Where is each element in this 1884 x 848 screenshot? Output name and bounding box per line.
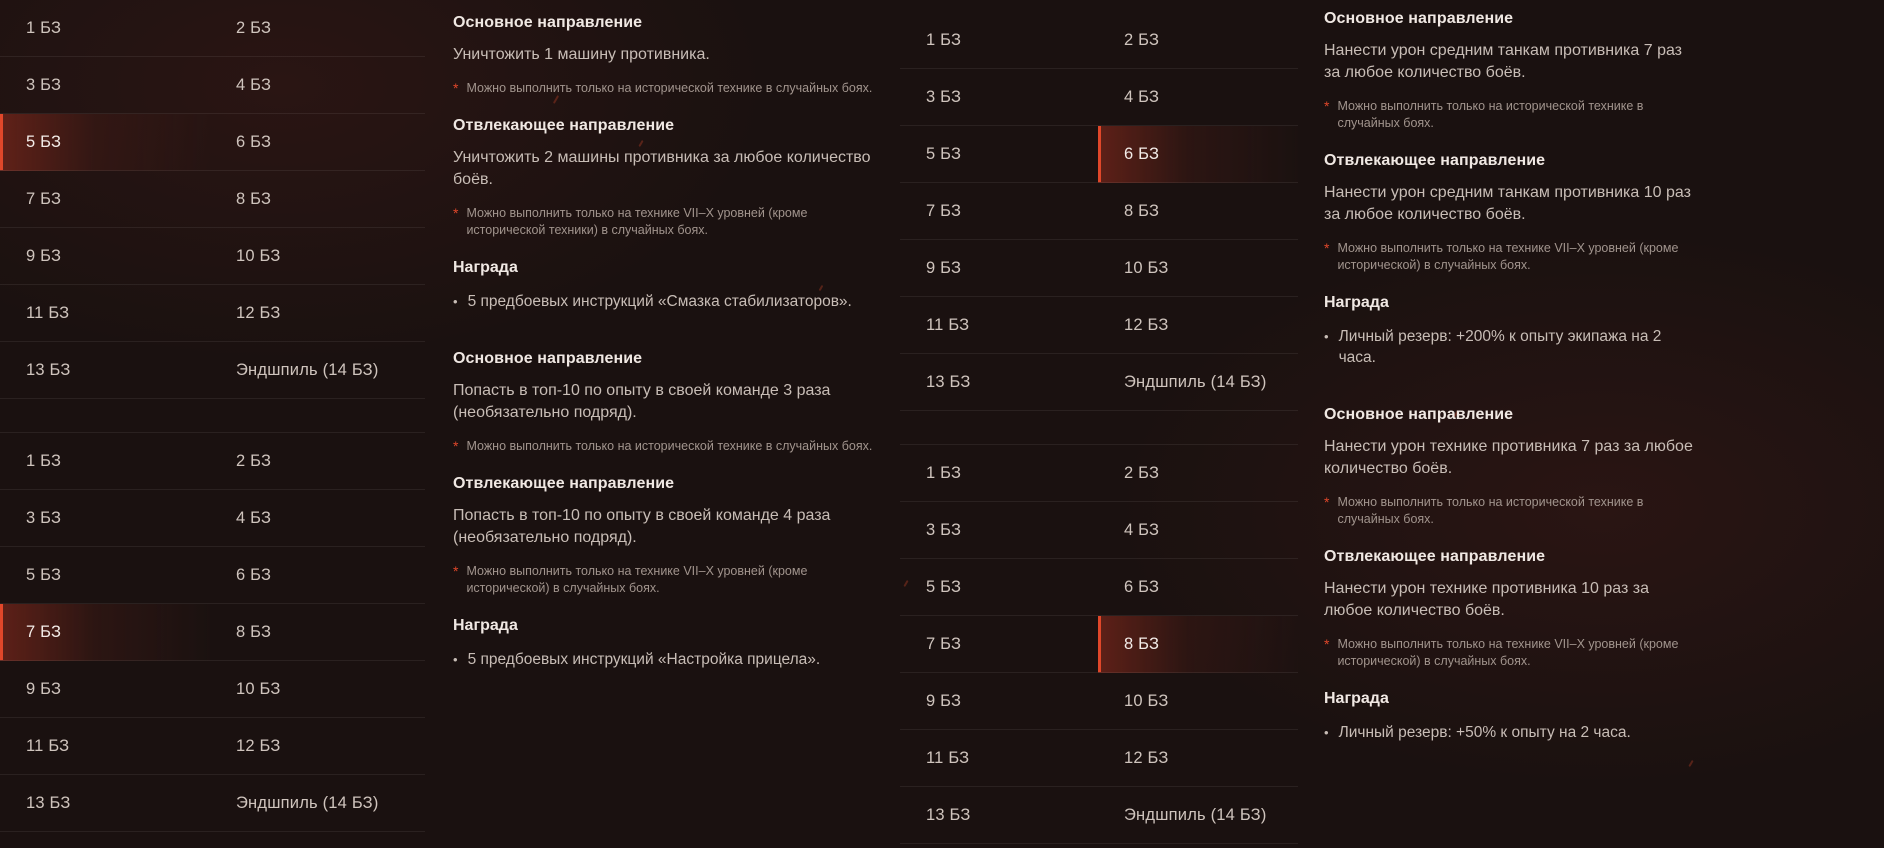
asterisk-icon: * [1324, 240, 1330, 256]
bz-item[interactable] [210, 57, 425, 114]
bz-label: 12 БЗ [1124, 315, 1169, 334]
mission-block-bottom [1324, 394, 1700, 743]
asterisk-icon: * [453, 205, 459, 221]
bz-label: 4 БЗ [1124, 87, 1160, 106]
reward-item [1324, 326, 1700, 368]
bz-label: 9 БЗ [926, 258, 962, 277]
bz-item[interactable] [900, 673, 1098, 730]
main-direction-note [1324, 494, 1700, 528]
bz-label: 11 БЗ [26, 303, 70, 322]
bz-item[interactable] [900, 12, 1098, 69]
bz-item[interactable] [1098, 69, 1298, 126]
distract-direction-text: Нанести урон технике противника 10 раз за любое количество боёв. [1324, 580, 1650, 619]
bz-item[interactable] [900, 126, 1098, 183]
main-direction-note [1324, 98, 1700, 132]
bz-label: 2 БЗ [236, 451, 272, 470]
bz-item[interactable] [210, 604, 425, 661]
bz-item[interactable] [0, 661, 210, 718]
left-mission-description [425, 0, 900, 848]
bz-label: 5 БЗ [926, 577, 962, 596]
bz-group-separator [0, 832, 210, 848]
bz-item-active[interactable] [0, 604, 210, 661]
bz-label: 10 БЗ [236, 679, 281, 698]
bz-item[interactable] [900, 354, 1098, 411]
bz-label: 8 БЗ [1124, 201, 1160, 220]
left-bz-list-a-top [0, 0, 210, 848]
bz-group-separator [900, 411, 1098, 445]
bz-label: 2 БЗ [236, 18, 272, 37]
bz-label: 10 БЗ [236, 246, 281, 265]
bz-item[interactable] [1098, 240, 1298, 297]
bz-item[interactable] [900, 616, 1098, 673]
bz-item[interactable] [0, 547, 210, 604]
mission-block-bottom [453, 338, 882, 670]
bz-item[interactable] [0, 0, 210, 57]
bz-label: 3 БЗ [926, 87, 962, 106]
distract-direction-text: Нанести урон средним танкам противника 10 раз за любое количество боёв. [1324, 184, 1691, 223]
right-bz-column-b [1098, 0, 1298, 848]
main-direction-text: Нанести урон технике противника 7 раз за любое количество боёв. [1324, 438, 1693, 477]
note-text: Можно выполнить только на исторической технике в случайных боях. [466, 439, 873, 453]
bz-label: 13 БЗ [926, 805, 971, 824]
bz-label: 3 БЗ [926, 520, 962, 539]
bullet-icon: • [1324, 725, 1329, 740]
bz-item[interactable] [210, 433, 425, 490]
note-text: Можно выполнить только на исторической технике в случайных боях. [466, 81, 873, 95]
bz-label: Эндшпиль (14 БЗ) [236, 793, 379, 812]
bz-label: 13 БЗ [926, 372, 971, 391]
bz-label: 7 БЗ [926, 634, 962, 653]
bz-item[interactable] [0, 57, 210, 114]
bz-item-active[interactable] [1098, 616, 1298, 673]
bz-label: 12 БЗ [1124, 748, 1169, 767]
main-direction-text: Нанести урон средним танкам противника 7 раз за любое количество боёв. [1324, 42, 1683, 81]
bz-item[interactable] [210, 490, 425, 547]
reward-text: Личный резерв: +200% к опыту экипажа на 2 часа. [1338, 328, 1662, 366]
bz-label: 11 БЗ [26, 736, 70, 755]
bz-label: Эндшпиль (14 БЗ) [1124, 372, 1267, 391]
bz-item[interactable] [900, 240, 1098, 297]
bz-item[interactable] [1098, 673, 1298, 730]
bz-label: 7 БЗ [26, 622, 62, 641]
bz-label: 2 БЗ [1124, 30, 1160, 49]
bz-label: Эндшпиль (14 БЗ) [1124, 805, 1267, 824]
bz-item-endgame[interactable] [1098, 354, 1298, 411]
bullet-icon: • [453, 294, 458, 309]
bz-item[interactable] [1098, 502, 1298, 559]
right-bz-list-a [900, 0, 1098, 848]
reward-item [453, 649, 882, 670]
reward-text: Личный резерв: +50% к опыту на 2 часа. [1338, 724, 1631, 741]
main-direction-text: Попасть в топ-10 по опыту в своей команде 3 раза (необязательно подряд). [453, 382, 831, 421]
asterisk-icon: * [453, 80, 459, 96]
bz-label: 8 БЗ [236, 189, 272, 208]
main-direction-title: Основное направление [1324, 406, 1514, 423]
bz-item[interactable] [1098, 730, 1298, 787]
distract-direction-note [453, 563, 882, 597]
bz-label: 2 БЗ [1124, 463, 1160, 482]
left-bz-column-a [0, 0, 210, 848]
note-text: Можно выполнить только на технике VII–X уровней (кроме исторической) в случайных боях. [1337, 637, 1679, 668]
bz-label: 9 БЗ [926, 691, 962, 710]
bz-item[interactable] [0, 171, 210, 228]
bz-item[interactable] [900, 445, 1098, 502]
bz-item[interactable] [0, 228, 210, 285]
bz-group-separator [210, 399, 425, 433]
reward-text: 5 предбоевых инструкций «Настройка прицела». [467, 651, 821, 668]
bz-item[interactable] [210, 228, 425, 285]
bz-item-endgame[interactable] [210, 775, 425, 832]
bz-label: 10 БЗ [1124, 258, 1169, 277]
reward-title: Награда [1324, 294, 1389, 311]
asterisk-icon: * [1324, 494, 1330, 510]
bz-label: Эндшпиль (14 БЗ) [236, 360, 379, 379]
bz-item[interactable] [0, 342, 210, 399]
bz-group-separator [1098, 411, 1298, 445]
main-direction-title: Основное направление [1324, 10, 1514, 27]
bz-label: 6 БЗ [236, 132, 272, 151]
bz-item[interactable] [0, 775, 210, 832]
distract-direction-title: Отвлекающее направление [453, 117, 675, 134]
right-bz-list-b [1098, 0, 1298, 848]
bullet-icon: • [1324, 329, 1329, 344]
distract-direction-title: Отвлекающее направление [1324, 152, 1546, 169]
bz-item[interactable] [900, 183, 1098, 240]
bz-item[interactable] [900, 502, 1098, 559]
right-bz-column-a [900, 0, 1098, 848]
bz-item[interactable] [0, 718, 210, 775]
asterisk-icon: * [1324, 98, 1330, 114]
bz-item[interactable] [0, 285, 210, 342]
bz-label: 13 БЗ [26, 793, 71, 812]
reward-item [453, 291, 882, 312]
right-mission-description [1298, 0, 1718, 848]
bz-item-active[interactable] [1098, 126, 1298, 183]
bz-label: 11 БЗ [926, 748, 970, 767]
distract-direction-text: Попасть в топ-10 по опыту в своей команде 4 раза (необязательно подряд). [453, 507, 831, 546]
distract-direction-note [1324, 636, 1700, 670]
distract-direction-title: Отвлекающее направление [1324, 548, 1546, 565]
note-text: Можно выполнить только на технике VII–X уровней (кроме исторической техники) в случайных боях. [466, 206, 808, 237]
asterisk-icon: * [1324, 636, 1330, 652]
reward-title: Награда [1324, 690, 1389, 707]
note-text: Можно выполнить только на исторической технике в случайных боях. [1337, 99, 1644, 130]
asterisk-icon: * [453, 563, 459, 579]
left-bz-column-b [210, 0, 425, 848]
bz-item[interactable] [900, 297, 1098, 354]
bz-label: 1 БЗ [926, 463, 962, 482]
bz-label: 10 БЗ [1124, 691, 1169, 710]
bz-item[interactable] [210, 171, 425, 228]
asterisk-icon: * [453, 438, 459, 454]
reward-item [1324, 722, 1700, 743]
bz-label: 5 БЗ [926, 144, 962, 163]
bz-label: 1 БЗ [26, 451, 62, 470]
bz-label: 5 БЗ [26, 132, 62, 151]
bz-item-active[interactable] [0, 114, 210, 171]
distract-direction-note [453, 205, 882, 239]
bz-label: 13 БЗ [26, 360, 71, 379]
bz-label: 6 БЗ [236, 565, 272, 584]
bullet-icon: • [453, 652, 458, 667]
mission-block-top [453, 0, 882, 312]
bz-label: 6 БЗ [1124, 577, 1160, 596]
main-direction-title: Основное направление [453, 350, 643, 367]
bz-group-separator [900, 844, 1098, 848]
bz-group-separator [1098, 844, 1298, 848]
bz-label: 9 БЗ [26, 679, 62, 698]
bz-label: 4 БЗ [236, 508, 272, 527]
bz-label: 8 БЗ [236, 622, 272, 641]
bz-label: 6 БЗ [1124, 144, 1160, 163]
bz-item-endgame[interactable] [1098, 787, 1298, 844]
bz-group-separator [210, 832, 425, 848]
bz-item[interactable] [1098, 445, 1298, 502]
distract-direction-title: Отвлекающее направление [453, 475, 675, 492]
bz-label: 1 БЗ [26, 18, 62, 37]
bz-item[interactable] [900, 69, 1098, 126]
bz-label: 11 БЗ [926, 315, 970, 334]
bz-label: 4 БЗ [1124, 520, 1160, 539]
bz-label: 3 БЗ [26, 75, 62, 94]
note-text: Можно выполнить только на технике VII–X уровней (кроме исторической) в случайных боях. [1337, 241, 1679, 272]
bz-item[interactable] [0, 433, 210, 490]
bz-label: 1 БЗ [926, 30, 962, 49]
bz-item[interactable] [1098, 12, 1298, 69]
main-direction-note [453, 438, 882, 455]
note-text: Можно выполнить только на технике VII–X уровней (кроме исторической) в случайных боях. [466, 564, 808, 595]
bz-item[interactable] [1098, 183, 1298, 240]
bz-label: 7 БЗ [926, 201, 962, 220]
left-bz-list-b-top [210, 0, 425, 848]
distract-direction-note [1324, 240, 1700, 274]
distract-direction-text: Уничтожить 2 машины противника за любое количество боёв. [453, 149, 871, 188]
main-direction-note [453, 80, 882, 97]
bz-item[interactable] [210, 547, 425, 604]
bz-item[interactable] [210, 718, 425, 775]
bz-label: 4 БЗ [236, 75, 272, 94]
main-direction-title: Основное направление [453, 14, 643, 31]
reward-title: Награда [453, 617, 518, 634]
bz-label: 9 БЗ [26, 246, 62, 265]
mission-block-top [1324, 0, 1700, 368]
bz-label: 12 БЗ [236, 303, 281, 322]
bz-label: 3 БЗ [26, 508, 62, 527]
bz-item[interactable] [900, 730, 1098, 787]
bz-item-endgame[interactable] [210, 342, 425, 399]
bz-group-separator [0, 399, 210, 433]
bz-label: 5 БЗ [26, 565, 62, 584]
reward-title: Награда [453, 259, 518, 276]
bz-item[interactable] [210, 114, 425, 171]
bz-item[interactable] [210, 661, 425, 718]
bz-item[interactable] [210, 0, 425, 57]
note-text: Можно выполнить только на исторической технике в случайных боях. [1337, 495, 1644, 526]
bz-label: 8 БЗ [1124, 634, 1160, 653]
bz-item[interactable] [0, 490, 210, 547]
bz-item[interactable] [900, 787, 1098, 844]
reward-text: 5 предбоевых инструкций «Смазка стабилизаторов». [467, 293, 852, 310]
bz-item[interactable] [1098, 559, 1298, 616]
bz-item[interactable] [900, 559, 1098, 616]
bz-label: 7 БЗ [26, 189, 62, 208]
bz-item[interactable] [210, 285, 425, 342]
bz-item[interactable] [1098, 297, 1298, 354]
bz-label: 12 БЗ [236, 736, 281, 755]
main-direction-text: Уничтожить 1 машину противника. [453, 46, 710, 63]
